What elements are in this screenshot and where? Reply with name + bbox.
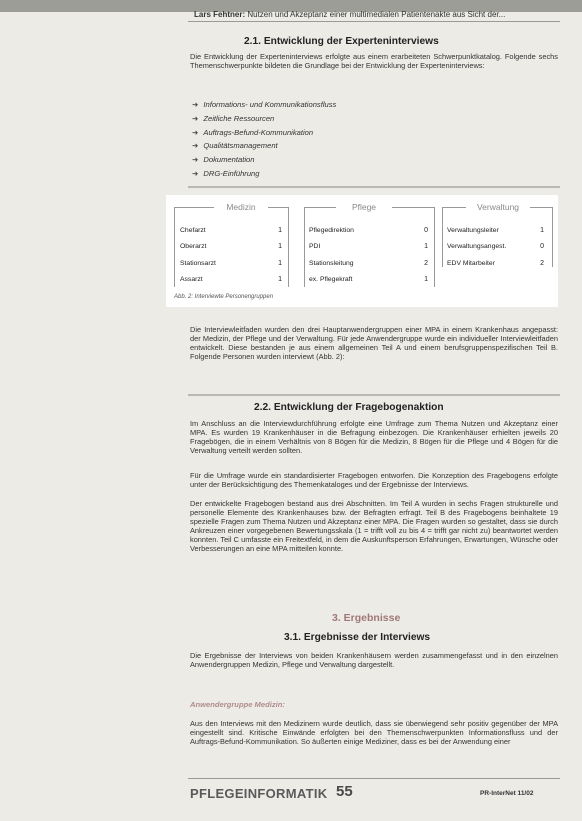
role-label: Oberarzt xyxy=(180,243,207,250)
role-count: 1 xyxy=(424,243,428,250)
footer-brand: PFLEGEINFORMATIK xyxy=(190,786,328,801)
arrow-icon: ➜ xyxy=(192,127,199,137)
role-label: Assarzt xyxy=(180,276,203,283)
arrow-icon: ➜ xyxy=(192,168,199,178)
header-title: Nutzen und Akzeptanz einer multimedialen Patientenakte aus Sicht der... xyxy=(247,10,506,19)
section-rule xyxy=(188,394,560,396)
group-rule xyxy=(304,207,336,208)
group-subheading: Anwendergruppe Medizin: xyxy=(190,700,285,709)
role-label: Pflegedirektion xyxy=(309,227,354,234)
section-heading-2-2: 2.2. Entwicklung der Fragebogenaktion xyxy=(254,402,444,413)
group-bracket xyxy=(304,207,305,287)
group-bracket xyxy=(288,207,289,287)
topic-item: ➜ DRG-Einführung xyxy=(192,168,260,178)
figure-interview-groups xyxy=(166,195,558,307)
figure-caption: Abb. 2: Interviewte Personengruppen xyxy=(174,294,274,300)
group-bracket xyxy=(552,207,553,267)
group-bracket xyxy=(434,207,435,287)
role-label: PDI xyxy=(309,243,321,250)
role-count: 2 xyxy=(540,260,544,267)
role-count: 0 xyxy=(540,243,544,250)
intro-paragraph: Die Entwicklung der Experteninterviews erfolgte aus einem erarbeiteten Schwerpunktkatalog. Folgende sechs Themenschwerpunkte bildeten die Grundlage bei der Entwicklung der Experteninterviews: xyxy=(190,52,558,70)
topic-item: ➜ Qualitätsmanagement xyxy=(192,141,278,151)
footer-rule xyxy=(188,778,560,779)
group-label-pflege: Pflege xyxy=(351,202,377,212)
role-count: 1 xyxy=(540,227,544,234)
role-count: 1 xyxy=(278,227,282,234)
arrow-icon: ➜ xyxy=(192,155,199,165)
role-label: Stationsarzt xyxy=(180,260,216,267)
topic-item: ➜ Auftrags-Befund-Kommunikation xyxy=(192,127,314,137)
header-rule xyxy=(188,21,560,22)
topic-item: ➜ Dokumentation xyxy=(192,155,255,165)
role-count: 1 xyxy=(424,276,428,283)
survey-paragraph-1: Im Anschluss an die Interviewdurchführung erfolgte eine Umfrage zum Thema Nutzen und Akzeptanz einer MPA. Es wurden 19 Krankenhäuser in die Befragung einbezogen. Die Krankenhäuser erhielten jeweils 20 Fragebögen, die in einem Verhältnis von 8 Bögen für die Medizin, 8 Bögen für die Pflege und 4 Bögen für die Verwaltung verteilt werden sollten. xyxy=(190,419,558,455)
topic-item: ➜ Zeitliche Ressourcen xyxy=(192,113,275,123)
group-rule xyxy=(442,207,466,208)
group-bracket xyxy=(174,207,175,287)
topic-list xyxy=(192,98,336,181)
page-number: 55 xyxy=(336,783,353,800)
survey-paragraph-2: Für die Umfrage wurde ein standardisierter Fragebogen entworfen. Die Konzeption des Fragebogens erfolgte unter der Berücksichtigung des Themenkataloges und der Ergebnisse der Interviews. xyxy=(190,471,558,489)
role-label: EDV Mitarbeiter xyxy=(447,260,495,267)
group-rule xyxy=(392,207,434,208)
after-figure-paragraph: Die Interviewleitfaden wurden den drei Hauptanwendergruppen einer MPA in einem Krankenhaus angepasst: der Medizin, der Pflege und der Verwaltung. Für jede Anwendergruppe wurde ein individueller Interviewleitfaden entwickelt. Diese bestanden je aus einem allgemeinen Teil A und einem berufsgruppenspezifischen Teil B. Folgende Personen wurden interviewt (Abb. 2): xyxy=(190,325,558,361)
role-count: 2 xyxy=(424,260,428,267)
role-count: 1 xyxy=(278,243,282,250)
survey-paragraph-3: Der entwickelte Fragebogen bestand aus drei Abschnitten. Im Teil A wurden in sechs Fragen strukturelle und personelle Elemente des Krankenhauses bzw. der Befragten erfragt. Teil B des Fragebogens beinhaltete 19 spezielle Fragen zum Thema Nutzen und Akzeptanz einer MPA. Die Fragen wurden so gestaltet, dass sie durch Ankreuzen einer vorgegebenen Bewertungsskala (1 = trifft voll zu bis 4 = trifft gar nicht zu) beantwortet werden konnten. Teil C umfasste ein Freitextfeld, in dem die Auskunftsperson Erfahrungen, Erwartungen, Wünsche oder Verbesserungen an eine MPA mitteilen konnte. xyxy=(190,499,558,553)
role-label: Chefarzt xyxy=(180,227,206,234)
running-header xyxy=(194,10,505,19)
group-label-medizin: Medizin xyxy=(226,202,256,212)
section-heading-2-1: 2.1. Entwicklung der Experteninterviews xyxy=(244,36,439,47)
section-heading-3-1: 3.1. Ergebnisse der Interviews xyxy=(284,632,431,643)
results-paragraph-1: Die Ergebnisse der Interviews von beiden Krankenhäusern werden zusammengefasst und in den einzelnen Anwendergruppen Medizin, Pflege und Verwaltung dargestellt. xyxy=(190,651,558,669)
role-label: ex. Pflegekraft xyxy=(309,276,353,283)
arrow-icon: ➜ xyxy=(192,141,199,151)
topic-item: ➜ Informations- und Kommunikationsfluss xyxy=(192,100,337,109)
results-paragraph-2: Aus den Interviews mit den Medizinern wurde deutlich, dass sie überwiegend sehr positiv gegenüber der MPA eingestellt sind. Kritische Einwände erfolgten bei den Themenschwerpunkten Informationsfluss und der Auftrags-Befund-Kommunikation. So äußerten einige Mediziner, dass es bei der Anwendung einer xyxy=(190,719,558,746)
group-rule xyxy=(530,207,552,208)
arrow-icon: ➜ xyxy=(192,113,199,123)
header-author: Lars Fehtner: xyxy=(194,10,246,19)
role-label: Stationsleitung xyxy=(309,260,354,267)
issue-label: PR-InterNet 11/02 xyxy=(480,790,534,797)
role-label: Verwaltungsangest. xyxy=(447,243,507,250)
group-rule xyxy=(174,207,214,208)
role-count: 1 xyxy=(278,276,282,283)
role-count: 0 xyxy=(424,227,428,234)
role-label: Verwaltungsleiter xyxy=(447,227,499,234)
group-bracket xyxy=(442,207,443,267)
role-count: 1 xyxy=(278,260,282,267)
arrow-icon: ➜ xyxy=(192,100,199,109)
group-rule xyxy=(268,207,288,208)
figure-top-rule xyxy=(188,186,560,188)
section-heading-3: 3. Ergebnisse xyxy=(332,612,401,624)
group-label-verwaltung: Verwaltung xyxy=(476,202,520,212)
